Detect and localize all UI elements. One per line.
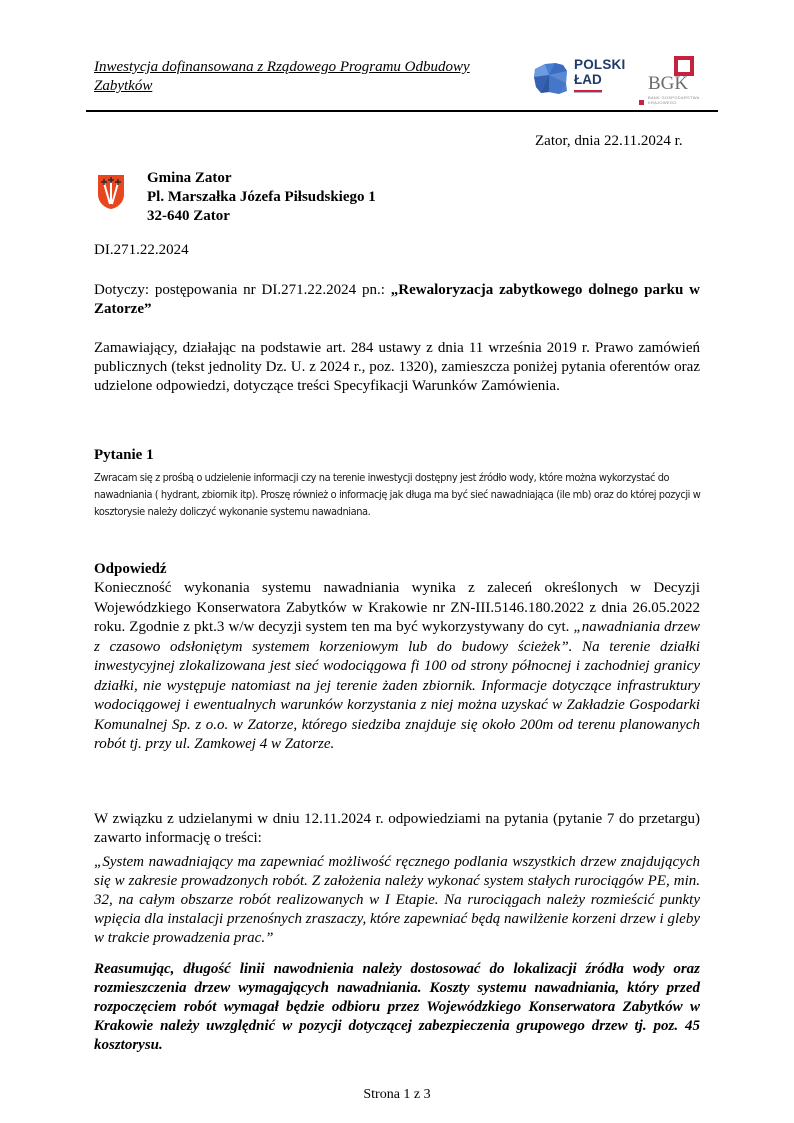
polski-lad-logo [533,57,628,101]
answer-text: Konieczność wykonania systemu nawadniania wynika z zaleceń określonych w Decyzji Wojewódzkiego Konserwatora Zabytków w Krakowie nr ZN-III.5146.180.2022 z dnia 26.05.2022 roku. Zgodnie z pkt.3 w/w decyzji system ten ma być wykorzystywany do cyt. [94,580,700,635]
subject-title: „Rewaloryzacja zabytkowego dolnego parku w Zatorze” [94,282,700,317]
sender-name: Gmina Zator [147,170,232,186]
bgk-subtitle-line2: KRAJOWEGO [648,100,677,105]
header-divider [86,110,718,112]
zator-coat-of-arms-icon [97,174,125,210]
answer-text-italic: „nawadniania drzew z czasowo odsłoniętym systemem korzeniowym lub do budowy ścieżek”. Na terenie działki inwestycyjnej zlokalizowana jest sieć wodociągowa fi 100 od strony północnej i zachodniej granicy działki, nie występuje natomiast na jej terenie żaden zbiornik. Informacje dotyczące infrastruktury wodociągowej i ewentualnych warunków korzystania z niej można uzyskać w Zakładzie Gospodarki Komunalnej Sp. z o.o. w Zatorze, którego siedziba znajduje się około 200m od terenu planowanych robót tj. przy ul. Zamkowej 4 w Zatorze. [94,619,700,752]
bgk-logo [632,54,712,110]
question-text-image: Zwracam się z prośbą o udzielenie informacji czy na terenie inwestycji dostępny jest źródło wody, które można wykorzystać do nawadniania ( hydrant, zbiornik itp). Proszę również o informację jak długa ma być sieć nawadniająca (ile mb) oraz do której pozycji w kosztorysie należy doliczyć wykonanie systemu nawadniana. [94,472,701,518]
bgk-dot-icon [639,100,644,105]
bgk-name: BGK [648,73,689,94]
answer-quote: „System nawadniający ma zapewniać możliwość ręcznego podlania wszystkich drzew znajdujących się w zakresie prowadzonych robót. Z założenia należy wykonać system stałych rurociągów PE, min. 32, na całym obszarze robót realizowanych w I Etapie. Na rurociągach należy rozmieścić punkty wpięcia dla instalacji przenośnych zraszaczy, które zapewniać będą nawilżenie korzeni drzew i gleby w trakcie prowadzenia prac.” [94,854,700,946]
subject-prefix: Dotyczy: postępowania nr DI.271.22.2024 pn.: [94,282,391,298]
polski-lad-underline-secondary [574,92,602,93]
poland-map-icon [533,61,569,95]
polski-lad-line2: ŁAD [574,72,602,87]
answer-paragraph [94,579,700,755]
case-reference: DI.271.22.2024 [94,242,189,258]
question-title: Pytanie 1 [94,447,154,463]
page-number: Strona 1 z 3 [363,1087,431,1102]
subject-line [94,281,700,319]
answer-paragraph-2: W związku z udzielanymi w dniu 12.11.2024 r. odpowiedziami na pytania (pytanie 7 do przetargu) zawarto informację o treści: [94,811,700,846]
answer-title: Odpowiedź [94,561,167,577]
polski-lad-line1: POLSKI [574,57,626,72]
place-date: Zator, dnia 22.11.2024 r. [535,133,683,149]
funding-header-title: Inwestycja dofinansowana z Rządowego Programu Odbudowy Zabytków [94,59,470,94]
bgk-subtitle [648,95,700,105]
intro-paragraph: Zamawiający, działając na podstawie art. 284 ustawy z dnia 11 września 2019 r. Prawo zamówień publicznych (tekst jednolity Dz. U. z 2024 r., poz. 1320), zamieszcza poniżej pytania oferentów oraz udzielone odpowiedzi, dotyczące treści Specyfikacji Warunków Zamówienia. [94,340,700,394]
sender-street: Pl. Marszałka Józefa Piłsudskiego 1 [147,189,376,205]
sender-address [147,169,376,226]
bgk-subtitle-line1: BANK GOSPODARSTWA [648,95,700,100]
answer-summary: Reasumując, długość linii nawodnienia należy dostosować do lokalizacji źródła wody oraz rozmieszczenia drzew wymagających nawadniania. Koszty systemu nawadniania, który przed rozpoczęciem robót wymagał będzie odbioru przez Wojewódzkiego Konserwatora Zabytków w Krakowie należy uwzględnić w pozycji dotyczącej zabezpieczenia grupowego drzew tj. poz. 45 kosztorysu. [94,961,700,1053]
sender-city: 32-640 Zator [147,208,230,224]
